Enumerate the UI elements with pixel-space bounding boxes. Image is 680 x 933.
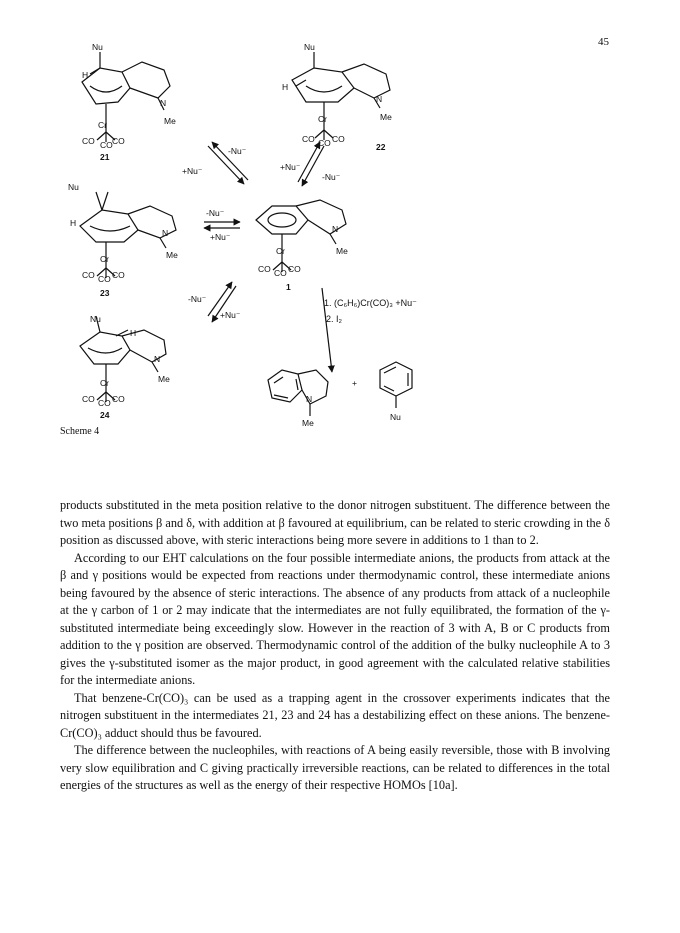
chromium-label: Cr: [318, 114, 327, 124]
carbonyl-label: CO: [82, 270, 95, 280]
hydrogen-label: H: [70, 218, 77, 228]
add-nucleophile-label: +Nu⁻: [210, 232, 231, 242]
step2-label: 2. I₂: [326, 314, 343, 324]
nitrogen-label: N: [306, 394, 313, 404]
carbonyl-label: CO: [274, 268, 287, 278]
chromium-label: Cr: [100, 378, 109, 388]
methyl-label: Me: [164, 116, 176, 126]
carbonyl-label: CO: [332, 134, 345, 144]
compound-number-22: 22: [376, 142, 386, 152]
methyl-label: Me: [302, 418, 314, 428]
carbonyl-label: CO: [112, 270, 125, 280]
trapping-arrow: [322, 288, 417, 372]
remove-nucleophile-label: -Nu⁻: [188, 294, 207, 304]
remove-nucleophile-label: -Nu⁻: [206, 208, 225, 218]
paragraph: products substituted in the meta position relative to the donor nitrogen substituent. The difference between the two meta positions β and δ, with addition at β favoured at equilibrium, can be related to steric crowding in the δ position as discussed above, with steric interactions being more severe in additions to 1 than to 2.: [60, 498, 610, 547]
compound-1: [256, 200, 348, 292]
carbonyl-label: CO: [98, 274, 111, 284]
carbonyl-label: CO: [288, 264, 301, 274]
compound-number-23: 23: [100, 288, 110, 298]
body-text: [60, 497, 610, 795]
scheme-caption: Scheme 4: [60, 426, 100, 437]
plus-sign: +: [352, 378, 357, 388]
nucleophile-label: Nu: [92, 42, 103, 52]
carbonyl-label: CO: [100, 140, 113, 150]
paragraph: That benzene-Cr(CO)₃ can be used as a trapping agent in the crossover experiments indicates that the nitrogen substituent in the intermediates 21, 23 and 24 has a destabilizing effect on these anions. The benzene-Cr(CO)₃ adduct should thus be favoured.: [60, 690, 610, 740]
paragraph: The difference between the nucleophiles, with reactions of A being easily reversible, those with B involving very slow equilibration and C giving practically irreversible reactions, can be related to differences in the total energies of the structures as well as the energy of their respective HOMOs [10a].: [60, 743, 610, 792]
carbonyl-label: CO: [258, 264, 271, 274]
equilibrium-arrows-23: [204, 208, 240, 242]
paragraph: According to our EHT calculations on the four possible intermediate anions, the products from attack at the β and γ positions would be expected from reactions under thermodynamic control, these intermediate anions being favoured by the absence of steric interactions. The absence of any products from attack of a nucleophile at the γ carbon of 1 or 2 may indicate that the intermediates are not fully equilibrated, the formation of the γ-substituted intermediate being exceedingly slow. However in the reaction of 3 with A, B or C products from addition to the γ position are observed. Thermodynamic control of the addition of the bulky nucleophile A to 3 gives the γ-substituted isomer as the major product, in good agreement with the calculated relative stabilities for the intermediate anions.: [60, 550, 610, 687]
carbonyl-label: CO: [82, 136, 95, 146]
nitrogen-label: N: [154, 354, 161, 364]
carbonyl-label: CO: [98, 398, 111, 408]
carbonyl-label: CO: [112, 136, 125, 146]
chromium-label: Cr: [100, 254, 109, 264]
nucleophile-label: Nu: [390, 412, 401, 422]
compound-number-24: 24: [100, 410, 110, 420]
compound-number-21: 21: [100, 152, 110, 162]
methyl-label: Me: [158, 374, 170, 384]
nitrogen-label: N: [376, 94, 383, 104]
hydrogen-label: H: [82, 70, 89, 80]
product-nu-benzene: [380, 362, 412, 422]
methyl-label: Me: [380, 112, 392, 122]
remove-nucleophile-label: -Nu⁻: [322, 172, 341, 182]
methyl-label: Me: [336, 246, 348, 256]
add-nucleophile-label: +Nu⁻: [280, 162, 301, 172]
equilibrium-arrows-22: [280, 142, 340, 186]
carbonyl-label: CO: [82, 394, 95, 404]
product-quinoline: [268, 370, 328, 428]
compound-22: [282, 42, 392, 152]
nucleophile-label: Nu: [304, 42, 315, 52]
remove-nucleophile-label: -Nu⁻: [228, 146, 247, 156]
carbonyl-label: CO: [302, 134, 315, 144]
chromium-label: Cr: [276, 246, 285, 256]
nucleophile-label: Nu: [90, 314, 101, 324]
page-number: 45: [598, 36, 609, 48]
step1-label: 1. (C₆H₆)Cr(CO)₃ +Nu⁻: [324, 298, 417, 308]
compound-21: [82, 42, 176, 162]
nitrogen-label: N: [332, 224, 339, 234]
carbonyl-label: CO: [318, 138, 331, 148]
equilibrium-arrows-21: [182, 142, 248, 184]
compound-23: [68, 182, 178, 298]
hydrogen-label: H: [130, 328, 137, 338]
compound-24: [80, 314, 170, 420]
reaction-scheme: [60, 40, 480, 440]
nitrogen-label: N: [160, 98, 167, 108]
nitrogen-label: N: [162, 228, 169, 238]
equilibrium-arrows-24: [188, 282, 240, 322]
add-nucleophile-label: +Nu⁻: [220, 310, 241, 320]
add-nucleophile-label: +Nu⁻: [182, 166, 203, 176]
carbonyl-label: CO: [112, 394, 125, 404]
methyl-label: Me: [166, 250, 178, 260]
chromium-label: Cr: [98, 120, 107, 130]
compound-number-1: 1: [286, 282, 291, 292]
hydrogen-label: H: [282, 82, 289, 92]
nucleophile-label: Nu: [68, 182, 79, 192]
